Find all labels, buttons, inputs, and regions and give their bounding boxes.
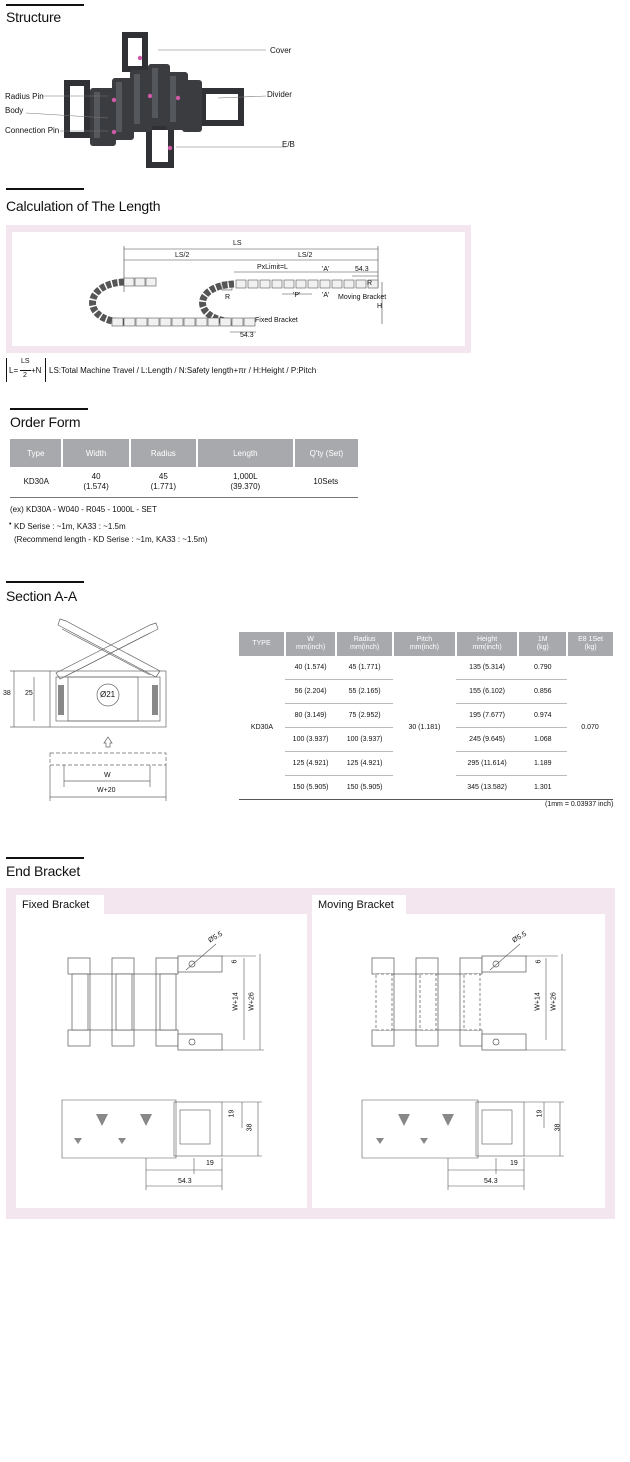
formula-denominator: 2: [23, 372, 27, 379]
fixed-dim-w26: W+26: [248, 992, 256, 1011]
section-aa-drawing: [0, 615, 190, 805]
order-header-qty: Q'ty (Set): [294, 439, 358, 467]
spec-header-w-label: W: [307, 636, 314, 643]
spec-header-pitch-label: Pitch: [416, 636, 433, 643]
marker-r-right: R: [367, 280, 373, 287]
fixed-dim-19h: 19: [206, 1160, 214, 1167]
spec-1m: 1.301: [518, 776, 567, 800]
label-cover: Cover: [270, 46, 292, 55]
unit-note: (1mm = 0.03937 inch): [545, 801, 614, 808]
spec-1m: 1.068: [518, 728, 567, 752]
spec-header-pitch-unit: mm(inch): [409, 644, 439, 651]
moving-dim-19h: 19: [510, 1160, 518, 1167]
chain-length-diagram: [12, 232, 465, 346]
spec-height: 245 (9.645): [456, 728, 519, 752]
moving-dim-19v: 19: [536, 1109, 544, 1118]
spec-table: [239, 632, 613, 800]
dim-543-top: 54.3: [355, 266, 369, 273]
spec-header-radius-unit: mm(inch): [350, 644, 380, 651]
spec-height: 155 (6.102): [456, 680, 519, 704]
formula-l-eq: L=: [9, 366, 19, 375]
fixed-dim-38: 38: [246, 1123, 254, 1132]
formula-fraction-bar: [20, 370, 31, 371]
fixed-dim-543: 54.3: [178, 1178, 192, 1185]
moving-dim-dia: Ø5.5: [511, 930, 528, 945]
spec-header-1m: [518, 632, 567, 656]
spec-1m: 1.189: [518, 752, 567, 776]
moving-dim-6: 6: [535, 959, 543, 964]
order-form-table: [10, 439, 358, 498]
order-header-radius: Radius: [130, 439, 197, 467]
tab-fixed-bracket: Fixed Bracket: [16, 895, 104, 915]
formula-plus-n: +N: [31, 366, 42, 375]
order-width-mm: 40: [91, 472, 101, 481]
section-rule: [10, 408, 88, 410]
order-bullet: •: [9, 521, 12, 528]
dim-ls-half-left: LS/2: [175, 252, 190, 259]
order-radius: [130, 467, 197, 498]
fixed-dim-19v: 19: [228, 1109, 236, 1118]
dim-h: H: [377, 303, 383, 310]
fixed-dim-6: 6: [231, 959, 239, 964]
spec-header-type: [239, 632, 285, 656]
spec-pitch: 30 (1.181): [393, 656, 456, 800]
spec-header-height: [456, 632, 519, 656]
dim-pxlimit: PxLimit=L: [257, 264, 288, 271]
spec-w: 56 (2.204): [285, 680, 336, 704]
label-body: Body: [5, 106, 24, 115]
fixed-dim-w14: W+14: [232, 992, 240, 1011]
order-type: KD30A: [10, 467, 62, 498]
moving-bracket-drawing: [312, 914, 605, 1208]
order-header-width: Width: [62, 439, 129, 467]
dim-25: 25: [25, 690, 33, 697]
label-divider: Divider: [267, 90, 292, 99]
order-note-2: (Recommend length - KD Serise : ~1m, KA33 : ~1.5m): [14, 535, 208, 544]
structure-leader-lines: [0, 0, 630, 200]
spec-1m: 0.856: [518, 680, 567, 704]
spec-w: 150 (5.905): [285, 776, 336, 800]
dim-diameter: Ø21: [100, 690, 116, 699]
spec-w: 80 (3.149): [285, 704, 336, 728]
spec-radius: 75 (2.952): [336, 704, 393, 728]
spec-1m: 0.974: [518, 704, 567, 728]
section-title-end-bracket: End Bracket: [6, 863, 81, 879]
moving-dim-w26: W+26: [550, 992, 558, 1011]
marker-p: 'P': [293, 292, 301, 299]
dim-38: 38: [3, 690, 11, 697]
spec-height: 295 (11.614): [456, 752, 519, 776]
dim-w20: W+20: [97, 787, 116, 794]
order-width: [62, 467, 129, 498]
order-length-mm: 1,000L: [233, 472, 258, 481]
section-title-structure: Structure: [6, 9, 61, 25]
spec-radius: 150 (5.905): [336, 776, 393, 800]
dim-w: W: [104, 772, 111, 779]
section-title-order-form: Order Form: [10, 414, 81, 430]
spec-header-eb: [567, 632, 613, 656]
length-formula: [6, 358, 46, 384]
moving-dim-543: 54.3: [484, 1178, 498, 1185]
spec-header-radius: [336, 632, 393, 656]
label-eb: E/B: [282, 140, 295, 149]
section-rule: [6, 188, 84, 190]
order-width-inch: (1.574): [83, 482, 109, 491]
spec-header-eb-label: E8 1Set: [578, 636, 604, 643]
spec-type: KD30A: [239, 656, 285, 800]
spec-header-eb-unit: (kg): [584, 644, 597, 651]
formula-legend: LS:Total Machine Travel / L:Length / N:Safety length+πr / H:Height / P:Pitch: [49, 366, 317, 375]
spec-header-w: [285, 632, 336, 656]
section-rule: [6, 581, 84, 583]
spec-radius: 55 (2.165): [336, 680, 393, 704]
formula-numerator: LS: [21, 358, 30, 365]
order-length: [197, 467, 294, 498]
spec-height: 195 (7.677): [456, 704, 519, 728]
spec-w: 100 (3.937): [285, 728, 336, 752]
spec-radius: 100 (3.937): [336, 728, 393, 752]
label-fixed-bracket: Fixed Bracket: [255, 317, 298, 324]
spec-w: 40 (1.574): [285, 656, 336, 680]
moving-dim-38: 38: [554, 1123, 562, 1132]
fixed-dim-dia: Ø5.5: [207, 930, 224, 945]
order-length-inch: (39.370): [230, 482, 261, 491]
marker-a-top: 'A': [322, 266, 330, 273]
spec-header-w-unit: mm(inch): [295, 644, 326, 651]
tab-moving-bracket: Moving Bracket: [312, 895, 406, 915]
dim-ls-half-right: LS/2: [298, 252, 313, 259]
section-title-calculation: Calculation of The Length: [6, 198, 161, 214]
marker-r-left: R: [225, 294, 231, 301]
order-note-1: KD Serise : ~1m, KA33 : ~1.5m: [14, 522, 126, 531]
spec-header-type-label: TYPE: [252, 640, 271, 647]
label-moving-bracket: Moving Bracket: [338, 294, 387, 301]
spec-w: 125 (4.921): [285, 752, 336, 776]
label-radius-pin: Radius Pin: [5, 92, 44, 101]
spec-radius: 45 (1.771): [336, 656, 393, 680]
marker-a-bottom: 'A': [322, 292, 330, 299]
order-radius-inch: (1.771): [150, 482, 176, 491]
moving-dim-w14: W+14: [534, 992, 542, 1011]
spec-header-radius-label: Radius: [353, 636, 376, 643]
order-example: (ex) KD30A - W040 - R045 - 1000L - SET: [10, 505, 157, 514]
dim-543-bottom: 54.3: [240, 332, 254, 339]
section-title-section-aa: Section A-A: [6, 588, 77, 604]
spec-header-height-label: Height: [476, 636, 498, 643]
spec-header-height-unit: mm(inch): [472, 644, 502, 651]
spec-height: 345 (13.582): [456, 776, 519, 800]
order-qty: 10Sets: [294, 467, 358, 498]
spec-header-1m-label: 1M: [537, 636, 548, 643]
label-connection-pin: Connection Pin: [5, 126, 60, 135]
order-header-length: Length: [197, 439, 294, 467]
dim-ls: LS: [233, 240, 242, 247]
spec-height: 135 (5.314): [456, 656, 519, 680]
order-header-type: Type: [10, 439, 62, 467]
spec-header-1m-unit: (kg): [536, 644, 549, 651]
section-rule: [6, 857, 84, 859]
spec-1m: 0.790: [518, 656, 567, 680]
spec-eb-set: 0.070: [567, 656, 613, 800]
spec-header-pitch: [393, 632, 456, 656]
fixed-bracket-drawing: [16, 914, 307, 1208]
order-radius-mm: 45: [158, 472, 168, 481]
spec-radius: 125 (4.921): [336, 752, 393, 776]
